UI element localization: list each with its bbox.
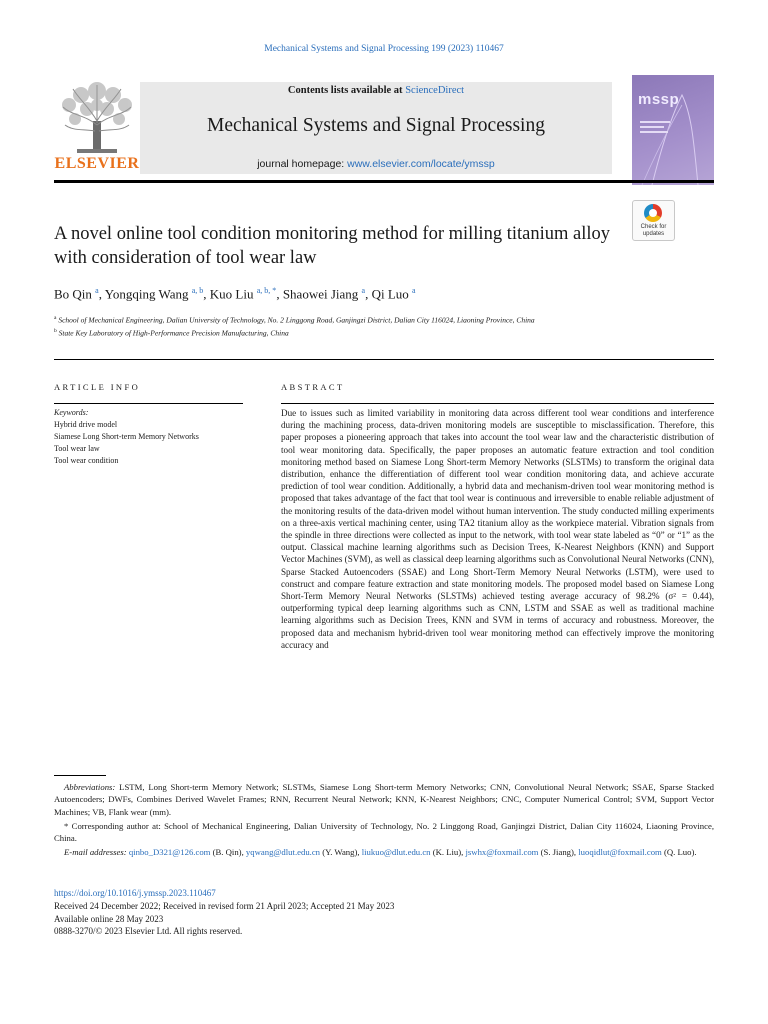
abstract-heading: ABSTRACT xyxy=(281,382,345,392)
doi-link[interactable]: https://doi.org/10.1016/j.ymssp.2023.110467 xyxy=(54,888,216,898)
keyword-item: Tool wear law xyxy=(54,444,100,453)
contents-prefix: Contents lists available at xyxy=(287,85,406,96)
author-affiliation-mark[interactable]: a xyxy=(361,286,366,295)
affiliation-mark: b xyxy=(54,328,57,334)
email-link[interactable]: qinbo_D321@126.com xyxy=(128,847,211,858)
abbreviations-label: Abbreviations: xyxy=(64,782,116,792)
crossmark-icon xyxy=(644,204,662,222)
email-owner: (B. Qin), xyxy=(210,847,246,858)
affiliations xyxy=(54,313,614,339)
footnote-divider xyxy=(54,775,106,776)
author-affiliation-mark[interactable]: a, b, * xyxy=(256,286,277,295)
affiliation-text: School of Mechanical Engineering, Dalian University of Technology, No. 2 Linggong Road, Ganjingzi District, Dalian City 116024, Liaoning Province, China xyxy=(58,315,535,325)
contents-line xyxy=(140,85,612,96)
keywords-label: Keywords: xyxy=(54,408,89,417)
copyright-notice: 0888-3270/© 2023 Elsevier Ltd. All rights reserved. xyxy=(54,926,243,937)
keyword-item: Siamese Long Short-term Memory Networks xyxy=(54,432,199,441)
corresponding-author-footnote: * Corresponding author at: School of Mechanical Engineering, Dalian University of Technology, No. 2 Linggong Road, Ganjingzi District, Dalian City 116024, Liaoning Province, China. xyxy=(54,820,714,844)
elsevier-tree-icon xyxy=(57,81,137,155)
article-title: A novel online tool condition monitoring method for milling titanium alloy with consideration of tool wear law xyxy=(54,224,610,268)
email-owner: (S. Jiang), xyxy=(538,847,579,858)
sciencedirect-link[interactable]: ScienceDirect xyxy=(405,85,465,96)
elsevier-logo[interactable] xyxy=(54,79,140,177)
publication-info xyxy=(54,887,554,938)
journal-cover-thumbnail[interactable] xyxy=(632,75,714,185)
email-link[interactable]: yqwang@dlut.edu.cn xyxy=(245,847,321,858)
email-owner: (K. Liu), xyxy=(430,847,466,858)
author-affiliation-mark[interactable]: a xyxy=(95,286,99,295)
email-footnote xyxy=(54,846,714,858)
author-name[interactable]: Shaowei Jiang xyxy=(282,286,359,302)
keyword-item: Tool wear condition xyxy=(54,456,119,465)
author-name[interactable]: Qi Luo xyxy=(371,286,409,302)
email-label: E-mail addresses: xyxy=(64,847,127,858)
author-list: Bo Qin $^a$, Yongqing Wang $^{a, b}$, Kuo Liu $^{a, b, *}$, Shaowei Jiang $^a$, Qi Luo $^a$ xyxy=(54,286,416,302)
email-link[interactable]: jswhx@foxmail.com xyxy=(465,847,539,858)
journal-reference-link[interactable]: Mechanical Systems and Signal Processing 199 (2023) 110467 xyxy=(264,44,504,54)
article-info-heading: ARTICLE INFO xyxy=(54,382,141,392)
received-dates: Received 24 December 2022; Received in revised form 21 April 2023; Accepted 21 May 2023 xyxy=(54,900,395,911)
author-affiliation-mark[interactable]: a, b xyxy=(191,286,204,295)
email-link[interactable]: liukuo@dlut.edu.cn xyxy=(361,847,431,858)
author-name[interactable]: Kuo Liu xyxy=(209,286,254,302)
journal-title: Mechanical Systems and Signal Processing xyxy=(207,115,545,136)
available-online-date: Available online 28 May 2023 xyxy=(54,913,164,924)
abbreviations-footnote xyxy=(54,781,714,818)
masthead-divider xyxy=(54,180,714,183)
abbreviations-text: LSTM, Long Short-term Memory Network; SLSTMs, Siamese Long Short-term Memory Networks; CNN, Convolutional Neural Network; SSAE, Sparse Stacked Autoencoders; DWFs, Combines Derived Wavelet Frames; RNN, Recurrent Neural Network; KNN, K-Nearest Neighbors; CNC, Computer Numerical Control; SVM, Support Vector Machines; VB, Flank wear (mm). xyxy=(54,782,714,817)
journal-banner xyxy=(140,82,612,174)
footnotes xyxy=(54,781,714,861)
abstract-divider xyxy=(281,403,714,404)
homepage-prefix: journal homepage: xyxy=(257,158,348,170)
header-divider xyxy=(54,359,714,360)
author-name[interactable]: Yongqing Wang xyxy=(104,286,189,302)
journal-homepage-link[interactable]: www.elsevier.com/locate/ymssp xyxy=(347,158,495,170)
author-name[interactable]: Bo Qin xyxy=(54,286,92,302)
affiliation-item xyxy=(54,313,614,326)
email-owner: (Q. Luo). xyxy=(661,847,697,858)
affiliation-mark: a xyxy=(54,315,57,321)
check-for-updates-button[interactable] xyxy=(632,200,675,241)
check-for-updates-label: Check for updates xyxy=(640,224,667,237)
email-owner: (Y. Wang), xyxy=(320,847,362,858)
journal-homepage-line xyxy=(140,158,612,170)
affiliation-item xyxy=(54,326,614,339)
cover-title: mssp xyxy=(638,91,680,108)
abstract-body: Due to issues such as limited variability in monitoring data across different tool wear conditions and interference during the machining process, data-driven monitoring models are susceptible to misclassification. Therefore, this paper proposes a pioneering approach that takes into account the tool wear law and the characteristic distribution of tool wear monitoring data. Specifically, the paper proposes an automatic feature extraction and tool condition monitoring method based on Siamese Long Short-term Memory Networks (SLSTMs) to transform the original data distribution, enhance the differentiation of different tool wear condition monitoring data, and achieve accurate prediction of tool wear condition. Additionally, a hybrid data and mechanism-driven tool wear monitoring method is proposed that takes advantage of the fact that tool wear is continuous and irreversible to enable reliable adjustment of the monitoring results of the data-driven model without human intervention. The study conducted milling experiments on a three-axis vertical machining center, using TA2 titanium alloy as the workpiece material. Vibration signals from the spindle in three directions were collected as input to the network, with tool wear state labeled as “0” or “1” as the output. Classical machine learning algorithms such as Decision Trees, K-Nearest Neighbors (KNN) and Support Vector Machines (SVM), as well as classical deep learning algorithms such as Convolutional Neural Networks (CNN), Sparse Stacked Autoencoders (SSAE) and Long Short-Term Memory Neural Networks (LSTM), were used to construct and compare feature extraction and state monitoring models. The proposed model based on Siamese Long Short-Term Memory Neural Networks (SLSTMs) achieved testing average accuracy of 98.2% (σ² = 0.44), outperforming typical deep learning algorithms such as CNN, LSTM and SSAE as well as traditional machine learning algorithms such as Decision Trees, KNN and SVM in terms of accuracy and robustness. Moreover, the proposed data and mechanism hybrid-driven tool wear monitoring method can effectively improve the monitoring accuracy and xyxy=(281,408,714,650)
keywords-block xyxy=(54,407,243,467)
elsevier-wordmark: ELSEVIER xyxy=(54,155,140,172)
author-affiliation-mark[interactable]: a xyxy=(412,286,416,295)
journal-masthead xyxy=(54,79,714,177)
keyword-item: Hybrid drive model xyxy=(54,420,118,429)
email-link[interactable]: luoqidlut@foxmail.com xyxy=(578,847,662,858)
affiliation-text: State Key Laboratory of High-Performance Precision Manufacturing, China xyxy=(58,328,289,338)
article-info-divider xyxy=(54,403,243,404)
